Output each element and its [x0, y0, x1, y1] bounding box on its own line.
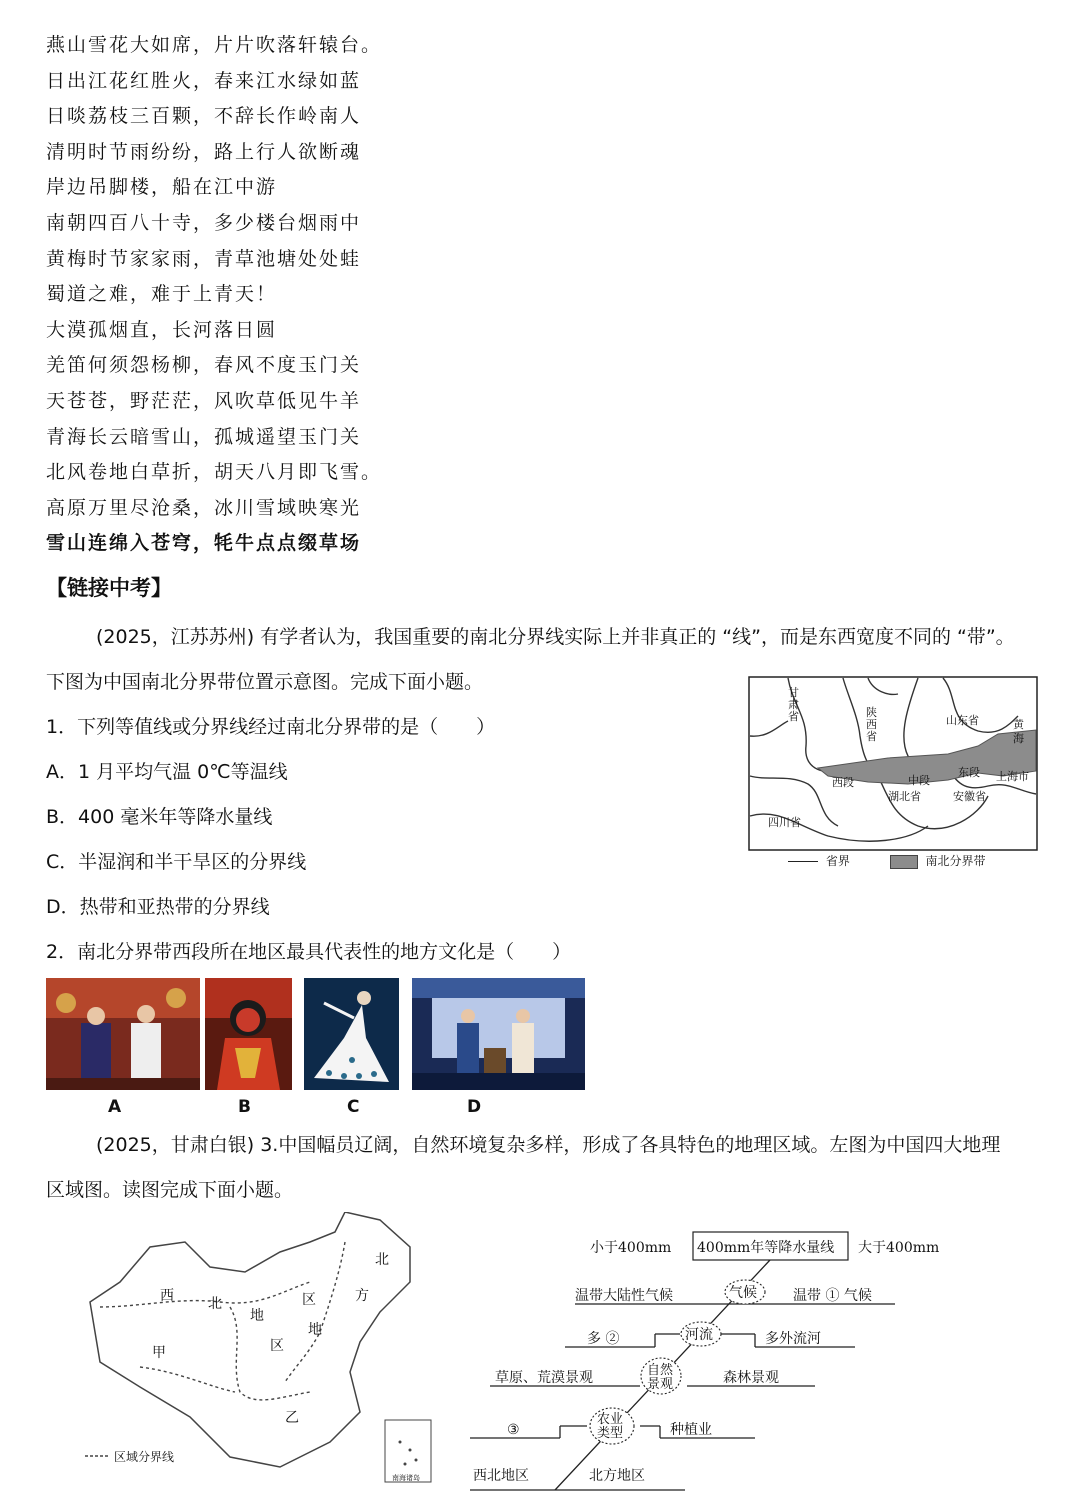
- map1-legend: [788, 852, 986, 869]
- legend-boundary-label: 省界: [825, 854, 850, 868]
- poem-line: 羌笛何须怨杨柳，春风不度玉门关: [46, 354, 362, 377]
- flow-top-left: 小于400mm: [590, 1240, 672, 1256]
- flow-r4-mid-2: 类型: [597, 1426, 624, 1441]
- q1-option-a[interactable]: A．1 月平均气温 0℃等温线: [46, 761, 288, 783]
- q1-option-d[interactable]: D．热带和亚热带的分界线: [46, 896, 270, 918]
- photo-d-storytelling-ballad[interactable]: [412, 978, 585, 1090]
- svg-text:省: 省: [788, 710, 799, 723]
- flow-top-box: 400mm年等降水量线: [697, 1240, 835, 1256]
- photo-a-folk-song-performance[interactable]: [46, 978, 200, 1090]
- flow-bottom-right: 北方地区: [589, 1468, 645, 1484]
- question-1-stem: 1．下列等值线或分界线经过南北分界带的是（ ）: [46, 716, 496, 738]
- q1-option-b[interactable]: B．400 毫米年等降水量线: [46, 806, 273, 828]
- poem-line: 高原万里尽沧桑，冰川雪域映寒光: [46, 496, 362, 519]
- legend-boundary-line: [788, 861, 818, 862]
- map2-region-label: 北: [375, 1252, 389, 1268]
- photo-label-d: D: [467, 1097, 482, 1117]
- intro2-paragraph-line1: (2025，甘肃白银) 3.中国幅员辽阔，自然环境复杂多样，形成了各具特色的地理区域。左图为中国四大地理: [96, 1134, 1001, 1156]
- intro2-paragraph-line2: 区域图。读图完成下面小题。: [46, 1179, 294, 1201]
- poem-line: 日啖荔枝三百颗，不辞长作岭南人: [46, 105, 362, 128]
- photo-label-c: C: [347, 1097, 360, 1117]
- svg-text:陕: 陕: [866, 706, 877, 719]
- poem-line: 雪山连绵入苍穹，牦牛点点缀草场: [46, 532, 362, 555]
- china-four-regions-map: [80, 1212, 440, 1492]
- map2-region-label: 北: [208, 1296, 222, 1312]
- map2-region-label: 区: [270, 1338, 284, 1354]
- svg-text:西: 西: [866, 718, 877, 731]
- map2-region-label: 方: [355, 1288, 369, 1304]
- q1-option-c[interactable]: C．半湿润和半干旱区的分界线: [46, 851, 307, 873]
- svg-text:上海市: 上海市: [996, 770, 1029, 783]
- poem-line: 天苍苍，野茫茫，风吹草低见牛羊: [46, 389, 362, 412]
- svg-text:山东省: 山东省: [946, 714, 979, 727]
- poem-line: 南朝四百八十寺，多少楼台烟雨中: [46, 211, 362, 234]
- photo-c-peacock-dance[interactable]: [304, 978, 399, 1090]
- map2-region-label: 西: [160, 1288, 174, 1304]
- flow-r1-left: 温带大陆性气候: [575, 1288, 673, 1304]
- map2-region-label: 区: [302, 1292, 316, 1308]
- flow-r3-right: 森林景观: [723, 1370, 779, 1386]
- photo-label-b: B: [238, 1097, 251, 1117]
- map2-region-label: 乙: [285, 1410, 299, 1426]
- flow-r3-mid-2: 景观: [647, 1377, 674, 1392]
- north-south-band-map: [748, 676, 1038, 851]
- photo-b-opera-face-changing[interactable]: [205, 978, 292, 1090]
- svg-text:海: 海: [1013, 732, 1024, 745]
- flow-bottom-left: 西北地区: [473, 1468, 529, 1484]
- svg-text:东段: 东段: [958, 766, 980, 779]
- flow-r3-mid-1: 自然: [647, 1363, 674, 1378]
- poem-line: 燕山雪花大如席，片片吹落轩辕台。: [46, 34, 383, 56]
- intro-paragraph-line2: 下图为中国南北分界带位置示意图。完成下面小题。: [46, 671, 484, 693]
- flow-r1-right: 温带 ① 气候: [793, 1288, 872, 1304]
- intro-paragraph-line1: (2025，江苏苏州) 有学者认为，我国重要的南北分界线实际上并非真正的 “线”，而是东西宽度不同的 “带”。: [96, 626, 1015, 648]
- flow-r4-mid-1: 农业: [597, 1412, 624, 1427]
- map2-region-label: 地: [308, 1322, 322, 1338]
- flow-r4-right: 种植业: [670, 1422, 712, 1438]
- svg-text:甘: 甘: [788, 686, 799, 699]
- poem-line: 岸边吊脚楼，船在江中游: [46, 176, 278, 199]
- svg-text:黄: 黄: [1013, 718, 1024, 731]
- flow-r4-left: ③: [507, 1422, 520, 1438]
- svg-text:四川省: 四川省: [768, 816, 801, 829]
- poem-list: [46, 28, 382, 562]
- flow-r3-left: 草原、荒漠景观: [495, 1370, 593, 1386]
- legend-band-swatch: [890, 855, 918, 869]
- poem-line: 清明时节雨纷纷，路上行人欲断魂: [46, 140, 362, 163]
- map2-region-label: 地: [250, 1308, 264, 1324]
- svg-text:湖北省: 湖北省: [888, 790, 921, 803]
- svg-text:肃: 肃: [788, 698, 799, 711]
- flow-r1-mid: 气候: [729, 1285, 757, 1301]
- inset-label: 南海诸岛: [392, 1474, 420, 1482]
- flow-r2-left: 多 ②: [587, 1331, 620, 1347]
- poem-line: 北风卷地白草折，胡天八月即飞雪。: [46, 461, 383, 484]
- poem-line: 蜀道之难，难于上青天！: [46, 283, 278, 306]
- svg-text:安徽省: 安徽省: [953, 790, 986, 803]
- poem-line: 大漠孤烟直，长河落日圆: [46, 318, 278, 341]
- flow-r2-mid: 河流: [685, 1327, 713, 1343]
- poem-line: 黄梅时节家家雨，青草池塘处处蛙: [46, 247, 362, 270]
- map2-region-label: 甲: [152, 1345, 166, 1361]
- svg-text:省: 省: [866, 730, 877, 743]
- map2-legend-label: 区域分界线: [114, 1450, 175, 1464]
- photo-label-a: A: [108, 1097, 122, 1117]
- flow-top-right: 大于400mm: [858, 1240, 940, 1256]
- poem-line: 青海长云暗雪山，孤城遥望玉门关: [46, 425, 362, 448]
- region-comparison-diagram: [465, 1228, 965, 1493]
- question-2-stem: 2．南北分界带西段所在地区最具代表性的地方文化是（ ）: [46, 941, 572, 963]
- flow-r2-right: 多外流河: [765, 1331, 821, 1347]
- legend-band-label: 南北分界带: [925, 854, 986, 868]
- svg-text:中段: 中段: [908, 774, 930, 787]
- svg-text:西段: 西段: [832, 776, 854, 789]
- section-title: 【链接中考】: [46, 576, 172, 600]
- poem-line: 日出江花红胜火，春来江水绿如蓝: [46, 69, 362, 92]
